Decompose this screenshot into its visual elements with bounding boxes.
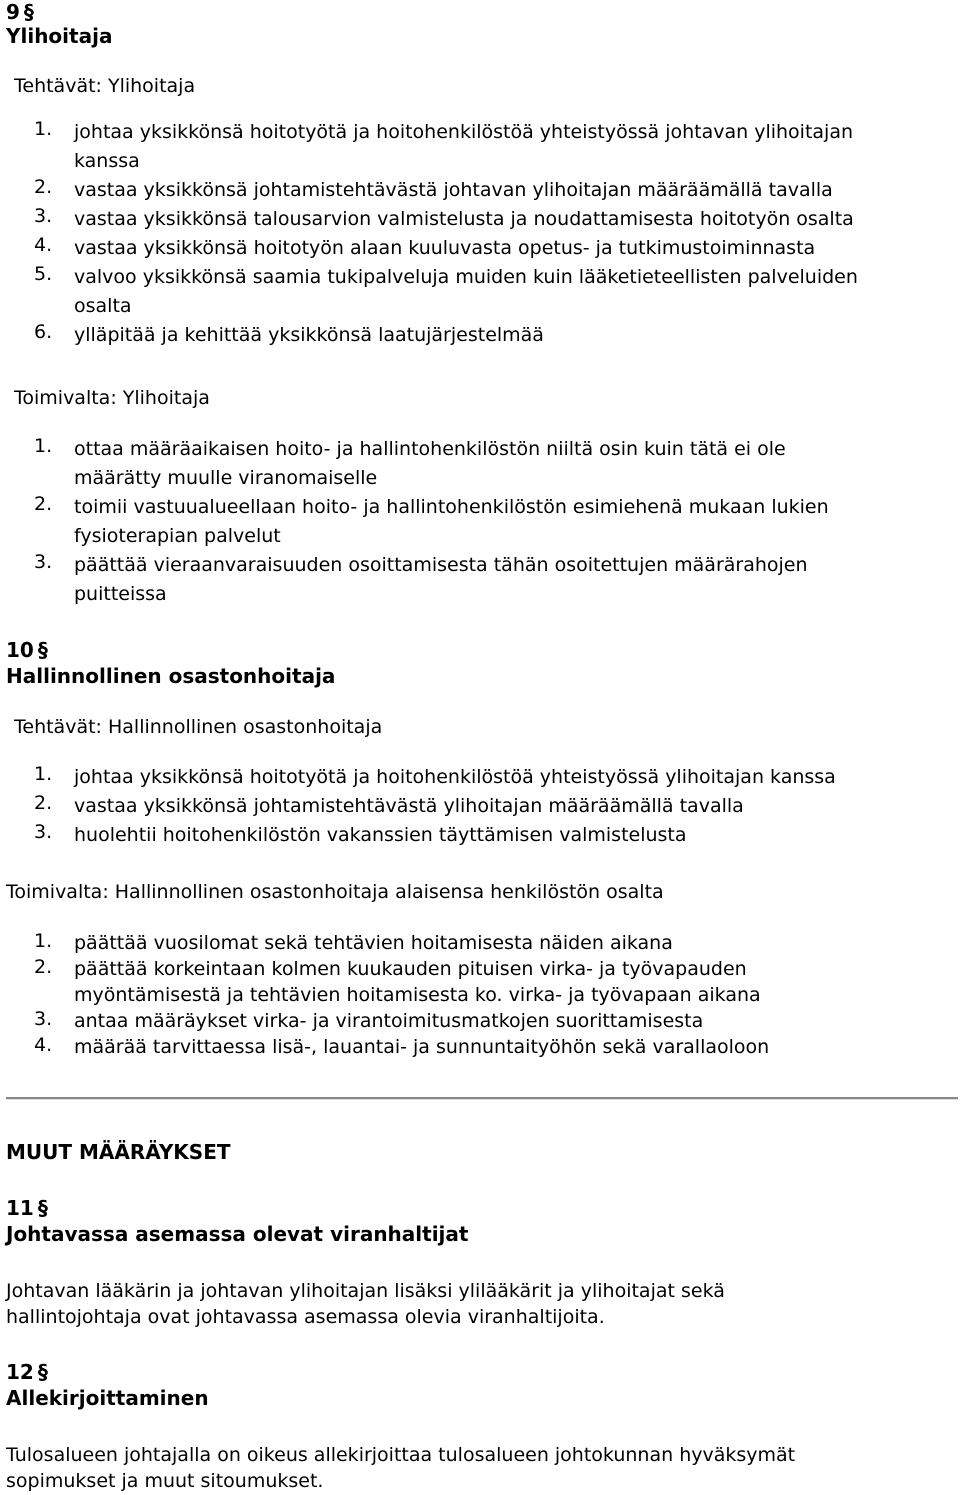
other-provisions-heading: MUUT MÄÄRÄYKSET (6, 1140, 231, 1164)
section-12-title: Allekirjoittaminen (6, 1386, 209, 1410)
section-9-powers-heading: Toimivalta: Ylihoitaja (14, 387, 210, 409)
section-10-title: Hallinnollinen osastonhoitaja (6, 664, 336, 688)
section-11-title: Johtavassa asemassa olevat viranhaltijat (6, 1222, 469, 1246)
section-10-number: 10 § (6, 638, 48, 662)
section-12-number: 12 § (6, 1360, 48, 1384)
section-12-text: Tulosalueen johtajalla on oikeus allekirjoittaa tulosalueen johtokunnan hyväksymät sopimukset ja muut sitoumukset. (6, 1444, 796, 1492)
section-9-tasks-heading: Tehtävät: Ylihoitaja (14, 75, 196, 97)
section-10-tasks-heading: Tehtävät: Hallinnollinen osastonhoitaja (14, 716, 383, 738)
section-11-text: Johtavan lääkärin ja johtavan ylihoitajan lisäksi ylilääkärit ja ylihoitajat sekä hallintojohtaja ovat johtavassa asemassa olevia viranhaltijoita. (6, 1280, 725, 1328)
section-10-powers-heading: Toimivalta: Hallinnollinen osastonhoitaja alaisensa henkilöstön osalta (6, 881, 664, 903)
section-11-number: 11 § (6, 1196, 48, 1220)
horizontal-divider (6, 1097, 958, 1100)
section-9-number: 9 § (6, 0, 34, 24)
section-9-title: Ylihoitaja (6, 24, 113, 48)
